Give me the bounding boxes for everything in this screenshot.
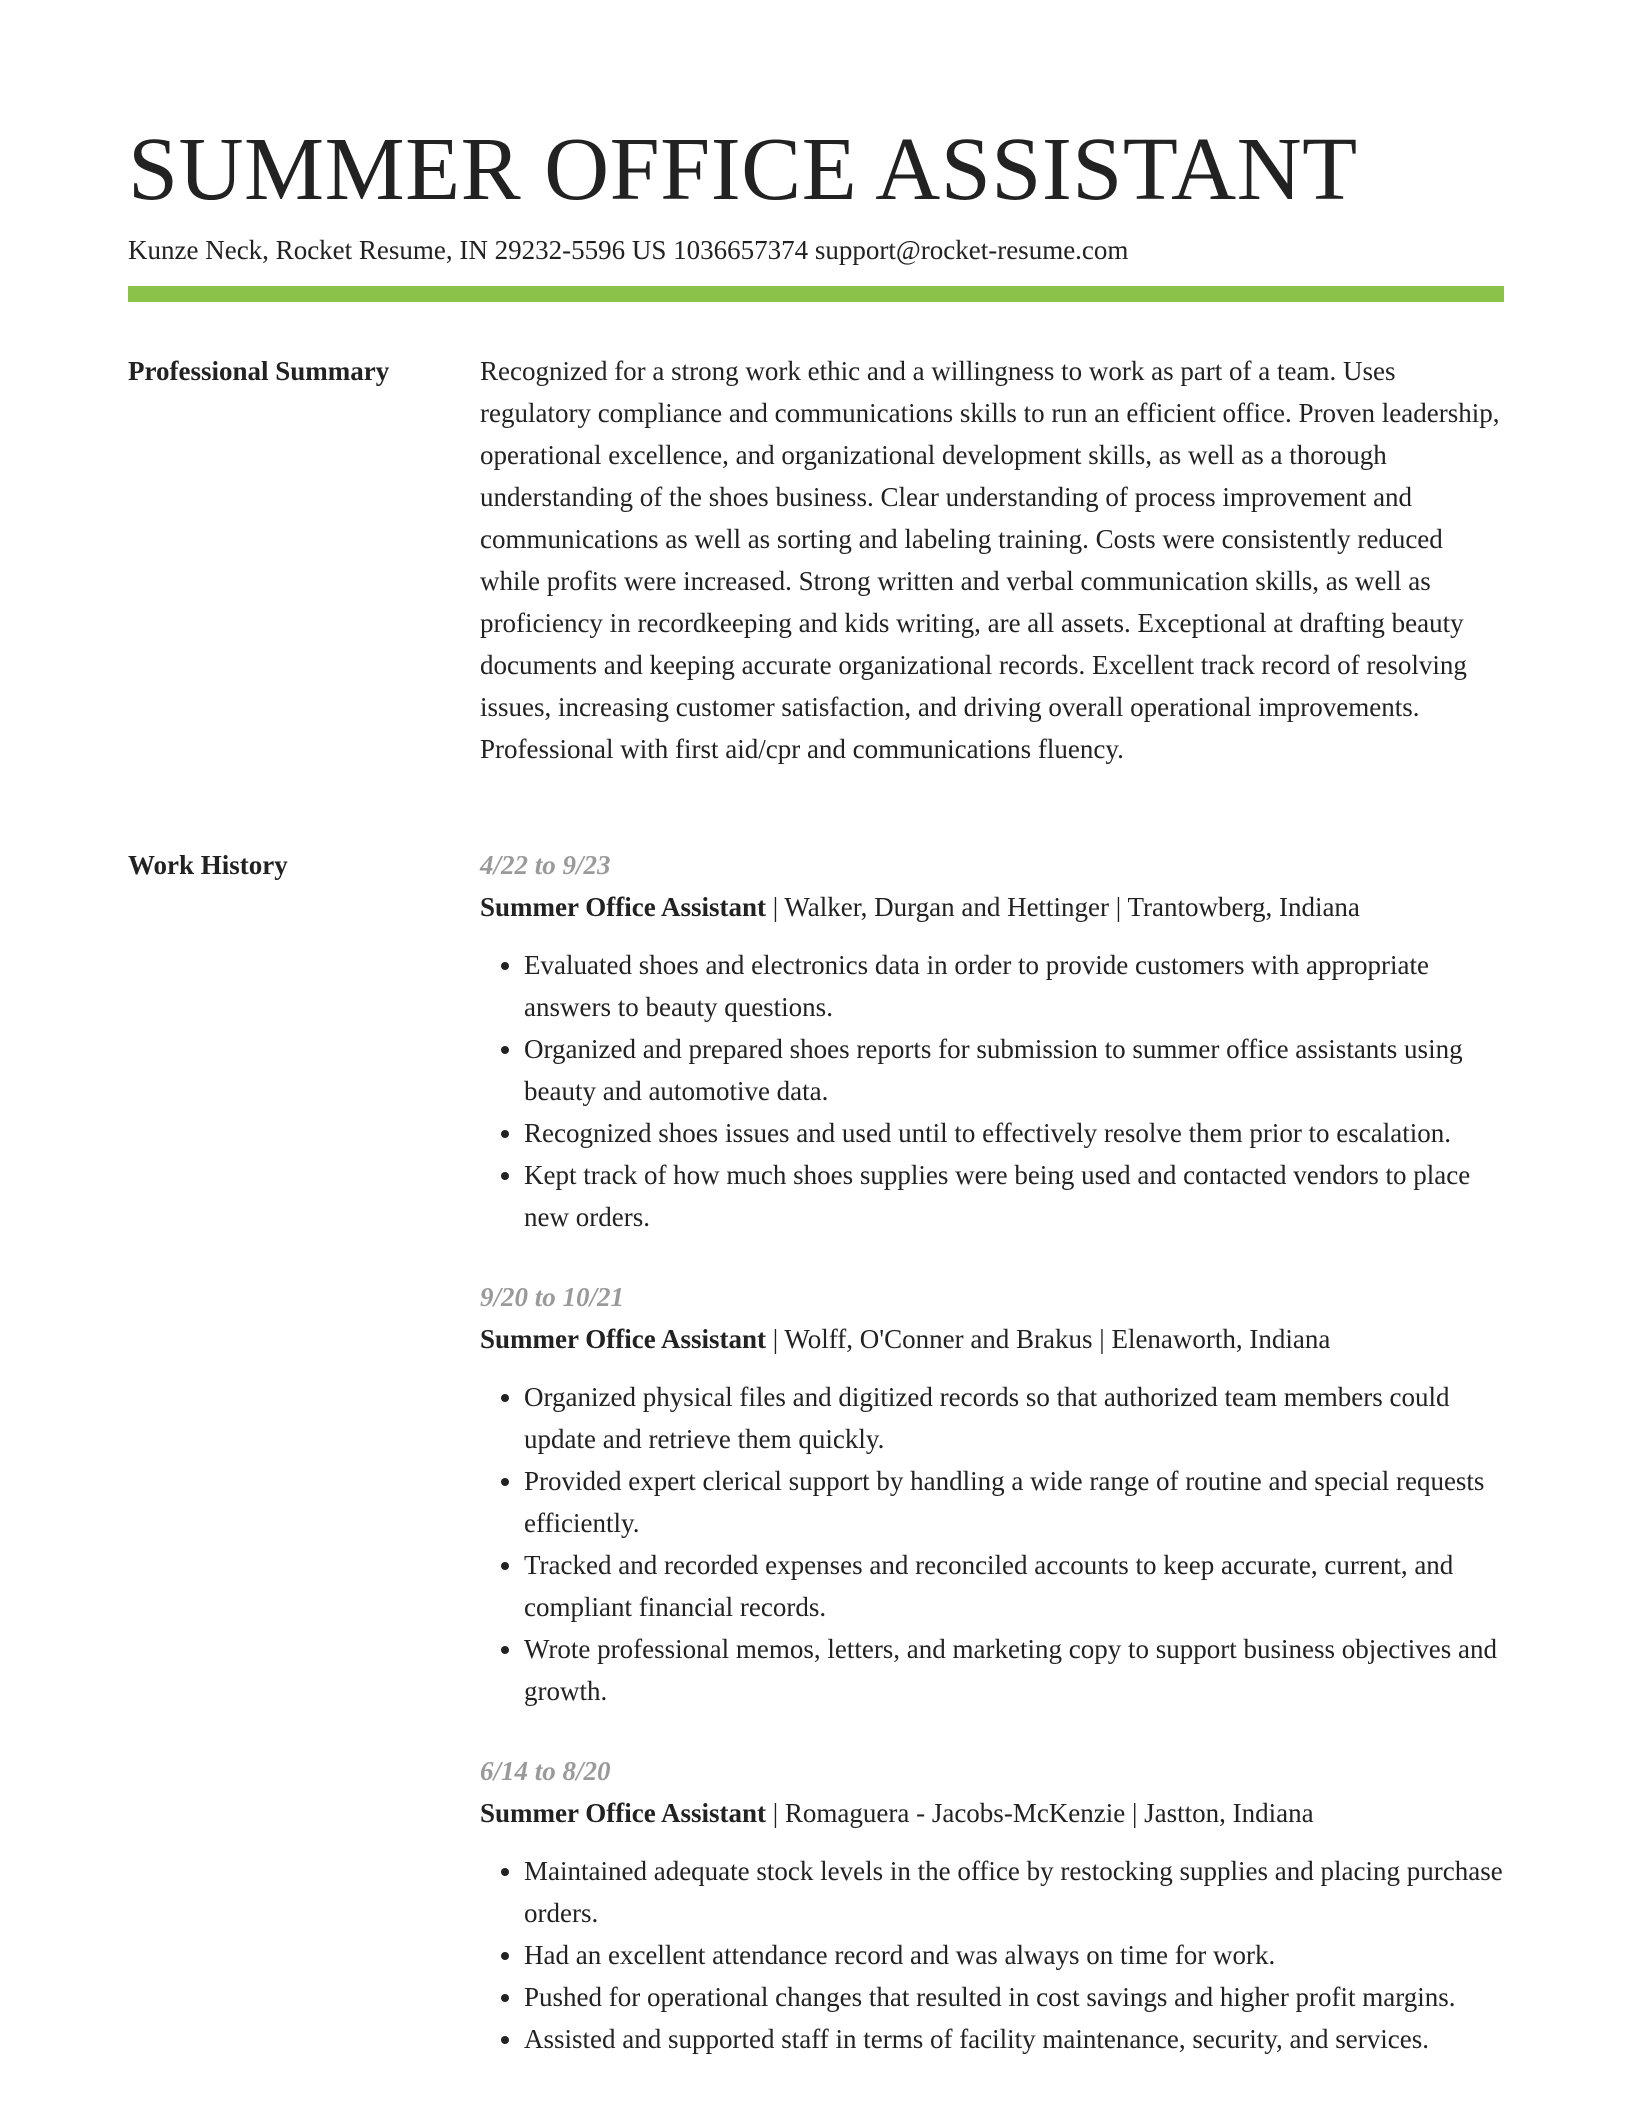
job-employer-location: | Wolff, O'Conner and Brakus | Elenaworth, Indiana xyxy=(765,1324,1331,1354)
job-dates: 4/22 to 9/23 xyxy=(480,850,611,880)
job-entry xyxy=(480,1750,1504,2060)
job-dates: 9/20 to 10/21 xyxy=(480,1282,625,1312)
job-entry xyxy=(480,844,1504,1238)
work-history-body xyxy=(480,844,1504,2098)
section-title-summary: Professional Summary xyxy=(128,356,390,386)
job-bullet: • Provided expert clerical support by handling a wide range of routine and special requests efficiently. xyxy=(524,1460,1504,1544)
job-bullet: • Maintained adequate stock levels in the office by restocking supplies and placing purchase orders. xyxy=(524,1850,1504,1934)
job-bullet: • Evaluated shoes and electronics data in order to provide customers with appropriate answers to beauty questions. xyxy=(524,944,1504,1028)
job-bullet: • Assisted and supported staff in terms of facility maintenance, security, and services. xyxy=(524,2018,1504,2060)
job-bullet: • Wrote professional memos, letters, and marketing copy to support business objectives and growth. xyxy=(524,1628,1504,1712)
job-heading xyxy=(480,886,1504,928)
job-bullet: • Kept track of how much shoes supplies were being used and contacted vendors to place new orders. xyxy=(524,1154,1504,1238)
job-bullets xyxy=(480,944,1504,1238)
job-bullet: • Pushed for operational changes that resulted in cost savings and higher profit margins. xyxy=(524,1976,1504,2018)
job-position: Summer Office Assistant xyxy=(480,892,766,922)
summary-text: Recognized for a strong work ethic and a willingness to work as part of a team. Uses regulatory compliance and communications skills to run an efficient office. Proven leadership, operational excellence, and organizational development skills, as well as a thorough understanding of the shoes business. Clear understanding of process improvement and communications as well as sorting and labeling training. Costs were consistently reduced while profits were increased. Strong written and verbal communication skills, as well as proficiency in recordkeeping and kids writing, are all assets. Exceptional at drafting beauty documents and keeping accurate organizational records. Excellent track record of resolving issues, increasing customer satisfaction, and driving overall operational improvements. Professional with first aid/cpr and communications fluency. xyxy=(480,356,1500,764)
job-bullet: • Had an excellent attendance record and was always on time for work. xyxy=(524,1934,1504,1976)
job-bullet: • Recognized shoes issues and used until to effectively resolve them prior to escalation. xyxy=(524,1112,1504,1154)
job-position: Summer Office Assistant xyxy=(480,1798,766,1828)
contact-info: Kunze Neck, Rocket Resume, IN 29232-5596 US 1036657374 support@rocket-resume.com xyxy=(128,235,1129,265)
job-employer-location: | Romaguera - Jacobs-McKenzie | Jastton, Indiana xyxy=(765,1798,1314,1828)
job-dates: 6/14 to 8/20 xyxy=(480,1756,611,1786)
job-entry xyxy=(480,1276,1504,1712)
resume-title: SUMMER OFFICE ASSISTANT xyxy=(128,120,1358,219)
job-heading xyxy=(480,1792,1504,1834)
job-bullet: • Organized physical files and digitized records so that authorized team members could update and retrieve them quickly. xyxy=(524,1376,1504,1460)
job-heading xyxy=(480,1318,1504,1360)
job-bullets xyxy=(480,1850,1504,2060)
job-position: Summer Office Assistant xyxy=(480,1324,766,1354)
job-bullet: • Organized and prepared shoes reports for submission to summer office assistants using beauty and automotive data. xyxy=(524,1028,1504,1112)
job-employer-location: | Walker, Durgan and Hettinger | Trantowberg, Indiana xyxy=(765,892,1360,922)
job-bullet: • Tracked and recorded expenses and reconciled accounts to keep accurate, current, and compliant financial records. xyxy=(524,1544,1504,1628)
summary-body xyxy=(480,350,1504,770)
section-title-work-history: Work History xyxy=(128,850,288,880)
job-bullets xyxy=(480,1376,1504,1712)
header-divider xyxy=(128,286,1504,302)
